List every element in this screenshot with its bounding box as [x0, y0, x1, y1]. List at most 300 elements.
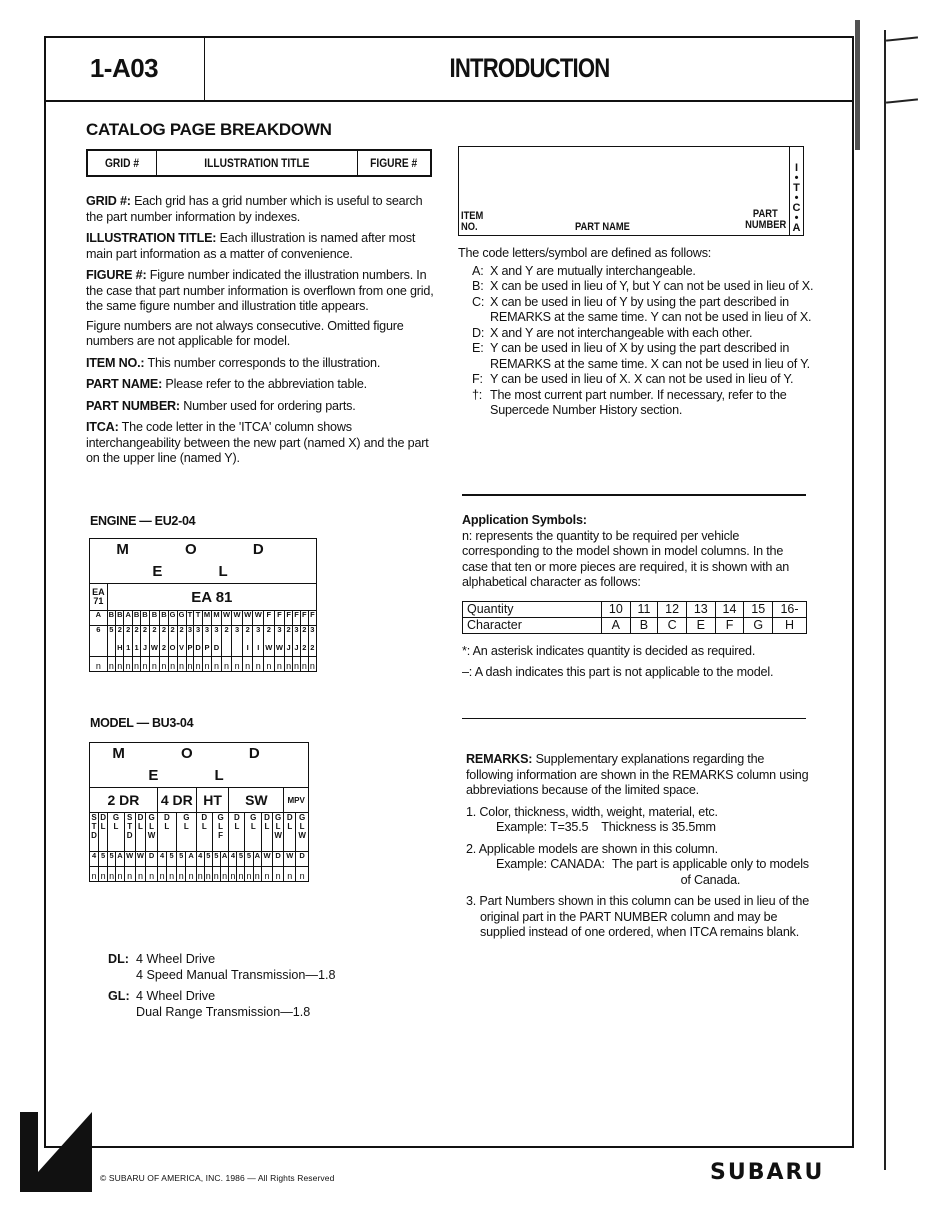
example-label: Example: CANADA: [496, 857, 605, 871]
trim-letter: F [218, 831, 224, 840]
engine-cell-bottom: I [246, 643, 249, 652]
code-cell: A [186, 852, 196, 867]
itca-letter: A [792, 222, 801, 234]
quantity-cell: n [90, 867, 99, 882]
code-cell: A [253, 852, 262, 867]
code-cell: 5 [237, 852, 245, 867]
quantity-character-table [462, 601, 807, 634]
part-name-header: PART NAME [575, 221, 630, 233]
body-group-cell: 2 DR [90, 788, 158, 813]
application-symbols-title: Application Symbols: [462, 513, 587, 527]
engine-cell: B [149, 611, 160, 626]
quantity-cell: n [116, 867, 125, 882]
trim-cell [124, 813, 135, 852]
code-key: D: [472, 325, 485, 340]
definition-part-number [86, 399, 436, 415]
trim-letter: G [217, 813, 224, 822]
dash-note: –: A dash indicates this part is not applicable to the model. [462, 665, 774, 679]
trim-cell [296, 813, 309, 852]
engine-cell-bottom: 1 [126, 643, 131, 652]
definitions-list [86, 194, 436, 467]
divider [462, 494, 806, 496]
quantity-cell: n [284, 867, 296, 882]
trim-letter: W [298, 831, 306, 840]
engine-cell [221, 626, 232, 657]
engine-cell-bottom: J [286, 643, 291, 652]
code-item-c [458, 295, 818, 326]
engine-cell-top: 2 [224, 625, 229, 634]
engine-cell: T [186, 611, 194, 626]
page-header [44, 36, 854, 102]
trim-cell [212, 813, 229, 852]
engine-cell [168, 626, 177, 657]
code-key: F: [472, 372, 483, 386]
engine-cell-top: 3 [277, 625, 282, 634]
trim-letter: D [234, 813, 240, 822]
engine-cell [202, 626, 211, 657]
engine-row-2 [90, 626, 317, 657]
engine-cell [124, 626, 132, 657]
item-no-line2: NO. [461, 221, 478, 233]
code-cell: W [124, 852, 135, 867]
quantity-cell: n [285, 657, 293, 672]
code-cell: W [284, 852, 296, 867]
code-text: X can be used in lieu of Y, but Y can not be used in lieu of X. [490, 279, 814, 293]
definition-term: GRID #: [86, 194, 131, 208]
trim-cell [157, 813, 176, 852]
trim-letter: D [100, 813, 106, 822]
body-group-cell: 4 DR [157, 788, 196, 813]
quantity-cell: n [168, 657, 177, 672]
code-item-dagger [458, 388, 818, 419]
engine-cell-top: 3 [214, 625, 219, 634]
engine-cell [116, 626, 124, 657]
engine-cell-bottom: V [179, 643, 185, 652]
trim-letter: D [264, 813, 270, 822]
body-group-cell: HT [196, 788, 229, 813]
trim-cell [229, 813, 245, 852]
trim-letter: S [126, 813, 133, 822]
note-line: Dual Range Transmission—1.8 [136, 1004, 311, 1019]
engine-cell-bottom: 2 [310, 643, 315, 652]
quantity-cell: n [308, 657, 316, 672]
engine-cell-top: 3 [195, 625, 201, 634]
engine-cell: F [285, 611, 293, 626]
item-no-header [461, 211, 483, 233]
engine-cell-top: 3 [294, 625, 299, 634]
definition-term: ILLUSTRATION TITLE: [86, 231, 217, 245]
quantity-cell: n [300, 657, 308, 672]
trim-letter: T [127, 822, 133, 831]
ea71-cell [90, 584, 108, 611]
note-line: 4 Speed Manual Transmission—1.8 [136, 967, 336, 982]
engine-cell [285, 626, 293, 657]
engine-model-grid [89, 538, 317, 672]
character-value-cell: C [658, 617, 687, 633]
engine-cell-top: 5 [109, 625, 114, 634]
engine-cell [308, 626, 316, 657]
engine-cell-top: 3 [256, 625, 261, 634]
copyright-text: © SUBARU OF AMERICA, INC. 1986 — All Rights Reserved [100, 1173, 335, 1183]
part-number-line1: PART [752, 208, 778, 220]
definition-term: FIGURE #: [86, 268, 147, 282]
code-cell: 4 [157, 852, 167, 867]
engine-cell-bottom: J [294, 643, 299, 652]
definition-term: ITEM NO.: [86, 355, 145, 370]
engine-cell [194, 626, 202, 657]
itca-header-box [458, 146, 804, 236]
trim-letter: D [126, 831, 133, 840]
engine-cell-bottom: W [265, 643, 273, 652]
quantity-cell: n [132, 657, 140, 672]
code-cell: 5 [245, 852, 253, 867]
code-list-intro: The code letters/symbol are defined as follows: [458, 246, 712, 260]
quantity-cell: n [204, 867, 212, 882]
trim-letter: L [287, 822, 293, 831]
quantity-value-cell: 10 [602, 601, 631, 617]
definition-text: Each grid has a grid number which is useful to search the part number information by indexes. [86, 194, 423, 224]
engine-cell-bottom: P [187, 643, 193, 652]
engine-cell [264, 626, 275, 657]
body-group-cell: SW [229, 788, 284, 813]
definition-figure-note [86, 319, 436, 350]
itca-dot: • [794, 172, 799, 184]
quantity-cell: n [157, 867, 167, 882]
engine-row-1 [90, 611, 317, 626]
trim-letter: L [299, 822, 305, 831]
engine-cell: W [221, 611, 232, 626]
body-model-grid [89, 742, 309, 882]
quantity-cell: n [221, 657, 232, 672]
engine-cell-top: 2 [170, 625, 175, 634]
quantity-value-cell: 13 [686, 601, 715, 617]
grid-header-label: GRID # [104, 156, 139, 170]
trim-letter: D [286, 813, 293, 822]
code-cell: D [146, 852, 157, 867]
code-text: X and Y are not interchangeable with each other. [490, 325, 753, 340]
quantity-cell: n [272, 867, 283, 882]
scan-edge-tick [886, 98, 918, 103]
illustration-title-header-cell [157, 151, 358, 175]
trim-letter: G [183, 813, 190, 822]
code-key: B: [472, 279, 484, 293]
character-row [463, 617, 807, 633]
model-header: M O D E L [90, 539, 317, 584]
remarks-section [466, 752, 812, 941]
engine-cell-bottom: 2 [302, 643, 307, 652]
trim-letter: W [274, 831, 282, 840]
trim-cell [262, 813, 273, 852]
body-group-row [90, 788, 309, 813]
engine-quantity-row [90, 657, 317, 672]
engine-cell-top: 2 [286, 625, 291, 634]
engine-cell-bottom: W [275, 643, 283, 652]
quantity-value-cell: 15 [744, 601, 773, 617]
code-item-a [458, 264, 818, 280]
trim-letter: G [298, 813, 306, 822]
trim-letter: L [250, 822, 256, 831]
code-cell: W [262, 852, 273, 867]
trim-letter: L [113, 822, 119, 831]
engine-cell [90, 626, 108, 657]
engine-cell-top: 2 [117, 625, 122, 634]
engine-cell [253, 626, 264, 657]
quantity-cell: n [167, 867, 177, 882]
quantity-cell: n [212, 867, 220, 882]
definition-text: This number corresponds to the illustration. [144, 355, 381, 370]
trim-cell [108, 813, 125, 852]
code-cell: A [116, 852, 125, 867]
quantity-value-cell: 11 [630, 601, 658, 617]
engine-cell-top: 2 [142, 625, 148, 634]
quantity-cell: n [149, 657, 160, 672]
engine-cell [107, 626, 115, 657]
engine-cell-bottom: O [169, 643, 176, 652]
quantity-cell: n [90, 657, 108, 672]
code-item-e [458, 341, 818, 372]
trim-notes [108, 952, 336, 1020]
model-header: M O D E L [90, 743, 309, 788]
ea81-cell: EA 81 [107, 584, 316, 611]
example-text: The part is applicable only to models of Canada. [611, 857, 809, 887]
remarks-item-1-example: Example: T=35.5 Thickness is 35.5mm [496, 820, 716, 834]
scan-edge-line [884, 30, 886, 1170]
trim-letter: G [250, 813, 257, 822]
catalog-header-table [86, 149, 432, 177]
item-no-line1: ITEM [461, 210, 484, 222]
engine-cell-bottom: H [117, 643, 123, 652]
engine-cell-top: 3 [310, 625, 315, 634]
quantity-cell: n [212, 657, 221, 672]
code-item-f [458, 372, 818, 388]
definition-part-name [86, 377, 436, 393]
engine-cell [160, 626, 168, 657]
figure-header-label: FIGURE # [370, 156, 418, 170]
quantity-cell: n [196, 867, 204, 882]
engine-cell [274, 626, 285, 657]
character-value-cell: H [773, 617, 807, 633]
engine-cell: B [132, 611, 140, 626]
illustration-title-label: ILLUSTRATION TITLE [204, 156, 310, 170]
page-title: INTRODUCTION [449, 52, 610, 83]
engine-cell-top: 2 [152, 625, 157, 634]
quantity-cell: n [108, 867, 116, 882]
engine-cell-top: 2 [179, 625, 184, 634]
trim-letter: L [183, 822, 189, 831]
code-row [90, 852, 309, 867]
divider [462, 718, 806, 719]
trim-cell [284, 813, 296, 852]
definition-text: Please refer to the abbreviation table. [162, 377, 367, 391]
trim-letter: L [100, 822, 106, 831]
trim-letter: S [91, 813, 97, 822]
trim-cell [135, 813, 146, 852]
quantity-cell: n [202, 657, 211, 672]
quantity-cell: n [146, 867, 157, 882]
code-cell: 5 [167, 852, 177, 867]
definition-grid [86, 194, 436, 225]
code-cell: 5 [108, 852, 116, 867]
quantity-cell: n [107, 657, 115, 672]
engine-cell-top: 2 [266, 625, 271, 634]
trim-letter: L [218, 822, 224, 831]
definition-text: Figure numbers are not always consecutive. Omitted figure numbers are not applicable for model. [86, 318, 404, 348]
engine-cell: B [160, 611, 168, 626]
trim-letter: T [91, 822, 97, 831]
quantity-cell: n [242, 657, 253, 672]
quantity-cell: n [253, 657, 264, 672]
ea71-line1: EA [92, 587, 105, 597]
trim-letter: L [138, 822, 143, 831]
engine-cell [242, 626, 253, 657]
definition-figure [86, 268, 436, 315]
engine-cell-bottom: 2 [161, 643, 166, 652]
engine-cell: W [242, 611, 253, 626]
trim-cell [146, 813, 157, 852]
engine-cell: B [116, 611, 124, 626]
engine-cell: F [308, 611, 316, 626]
code-item-d [458, 326, 818, 342]
character-value-cell: F [715, 617, 744, 633]
quantity-cell: n [135, 867, 146, 882]
engine-cell: M [212, 611, 221, 626]
code-cell: 5 [212, 852, 220, 867]
engine-cell: W [253, 611, 264, 626]
engine-cell: M [202, 611, 211, 626]
trim-row [90, 813, 309, 852]
code-key: A: [472, 263, 484, 278]
itca-dot: • [794, 192, 799, 204]
character-value-cell: E [686, 617, 715, 633]
itca-dot: • [794, 212, 799, 224]
quantity-cell: n [245, 867, 253, 882]
trim-letter: D [137, 813, 144, 822]
engine-cell-top: 2 [302, 625, 307, 634]
trim-letter: L [264, 822, 270, 831]
engine-cell-bottom: P [204, 643, 210, 652]
engine-cell: B [107, 611, 115, 626]
quantity-cell: n [186, 657, 194, 672]
trim-letter: D [163, 813, 170, 822]
quantity-cell: n [264, 657, 275, 672]
engine-cell: G [177, 611, 186, 626]
itca-letter: I [794, 162, 799, 174]
engine-cell-top: 2 [161, 625, 166, 634]
note-line: 4 Wheel Drive [136, 989, 216, 1003]
quantity-cell: n [296, 867, 309, 882]
quantity-cell: n [186, 867, 196, 882]
engine-cell [141, 626, 149, 657]
engine-cell [232, 626, 243, 657]
quantity-cell: n [293, 657, 301, 672]
engine-cell-top: 2 [126, 625, 131, 634]
code-cell: 4 [229, 852, 237, 867]
quantity-cell: n [229, 867, 237, 882]
remarks-intro [466, 752, 812, 799]
quantity-cell: n [232, 657, 243, 672]
engine-cell: F [293, 611, 301, 626]
quantity-cell: n [253, 867, 262, 882]
code-cell: 4 [90, 852, 99, 867]
code-cell: A [220, 852, 229, 867]
engine-cell: F [274, 611, 285, 626]
engine-cell-bottom: D [213, 643, 220, 652]
quantity-cell: n [124, 867, 135, 882]
definition-item-no [86, 356, 436, 372]
quantity-row [463, 601, 807, 617]
trim-letter: L [164, 822, 170, 831]
quantity-cell: n [220, 867, 229, 882]
remarks-term: REMARKS: [466, 752, 533, 766]
grid-header-cell [88, 151, 157, 175]
code-cell: 5 [204, 852, 212, 867]
quantity-label: Quantity [463, 601, 602, 617]
trim-cell [272, 813, 283, 852]
code-cell: 5 [176, 852, 186, 867]
trim-cell [196, 813, 212, 852]
note-gl [108, 989, 336, 1020]
quantity-cell: n [160, 657, 168, 672]
trim-cell [176, 813, 196, 852]
note-term: DL: [108, 952, 129, 966]
trim-cell [99, 813, 108, 852]
quantity-cell: n [124, 657, 132, 672]
trim-letter: L [234, 822, 240, 831]
definition-term: PART NAME: [86, 377, 163, 391]
engine-cell [177, 626, 186, 657]
engine-cell: F [264, 611, 275, 626]
quantity-cell: n [274, 657, 285, 672]
note-line: 4 Wheel Drive [136, 952, 216, 966]
character-label: Character [463, 617, 602, 633]
trim-letter: D [201, 813, 208, 822]
scan-edge-tick [886, 36, 918, 41]
body-group-cell: MPV [284, 788, 309, 813]
code-text: X can be used in lieu of Y by using the part described in REMARKS at the same time. Y can not be used in lieu of X. [490, 294, 812, 324]
trim-letter: D [91, 831, 97, 840]
definition-illustration-title [86, 231, 436, 262]
quantity-value-cell: 12 [658, 601, 687, 617]
definition-text: Figure number indicated the illustration numbers. In the case that part number information is overflown from one grid, the same figure number and illustration title appears. [86, 268, 434, 313]
definition-text: Number used for ordering parts. [179, 398, 356, 413]
engine-cell: A [124, 611, 132, 626]
engine-cell-top: 3 [187, 625, 193, 634]
quantity-value-cell: 14 [715, 601, 744, 617]
part-number-line2: NUMBER [745, 219, 787, 231]
engine-cell-bottom: W [150, 643, 158, 652]
quantity-cell: n [176, 867, 186, 882]
code-text: Y can be used in lieu of X. X can not be used in lieu of Y. [490, 372, 794, 386]
engine-cell-bottom: I [257, 643, 260, 652]
quantity-cell: n [194, 657, 202, 672]
code-key: E: [472, 341, 484, 355]
ea71-line2: 71 [93, 596, 104, 606]
definition-term: PART NUMBER: [86, 398, 180, 413]
quantity-value-cell: 16- [773, 601, 807, 617]
engine-cell-top: 2 [245, 625, 250, 634]
quantity-cell: n [99, 867, 108, 882]
trim-cell [90, 813, 99, 852]
code-cell: D [296, 852, 309, 867]
quantity-cell: n [116, 657, 124, 672]
itca-column [789, 147, 803, 235]
definition-text: The code letter in the 'ITCA' column shows interchangeability between the new part (named X) and the part on the upper line (named Y). [86, 420, 429, 465]
code-text: X and Y are mutually interchangeable. [490, 263, 696, 278]
code-cell: W [135, 852, 146, 867]
remarks-item-1: 1. Color, thickness, width, weight, material, etc. [466, 804, 718, 819]
engine-cell-top: 3 [235, 625, 240, 634]
itca-letter: T [793, 182, 800, 194]
